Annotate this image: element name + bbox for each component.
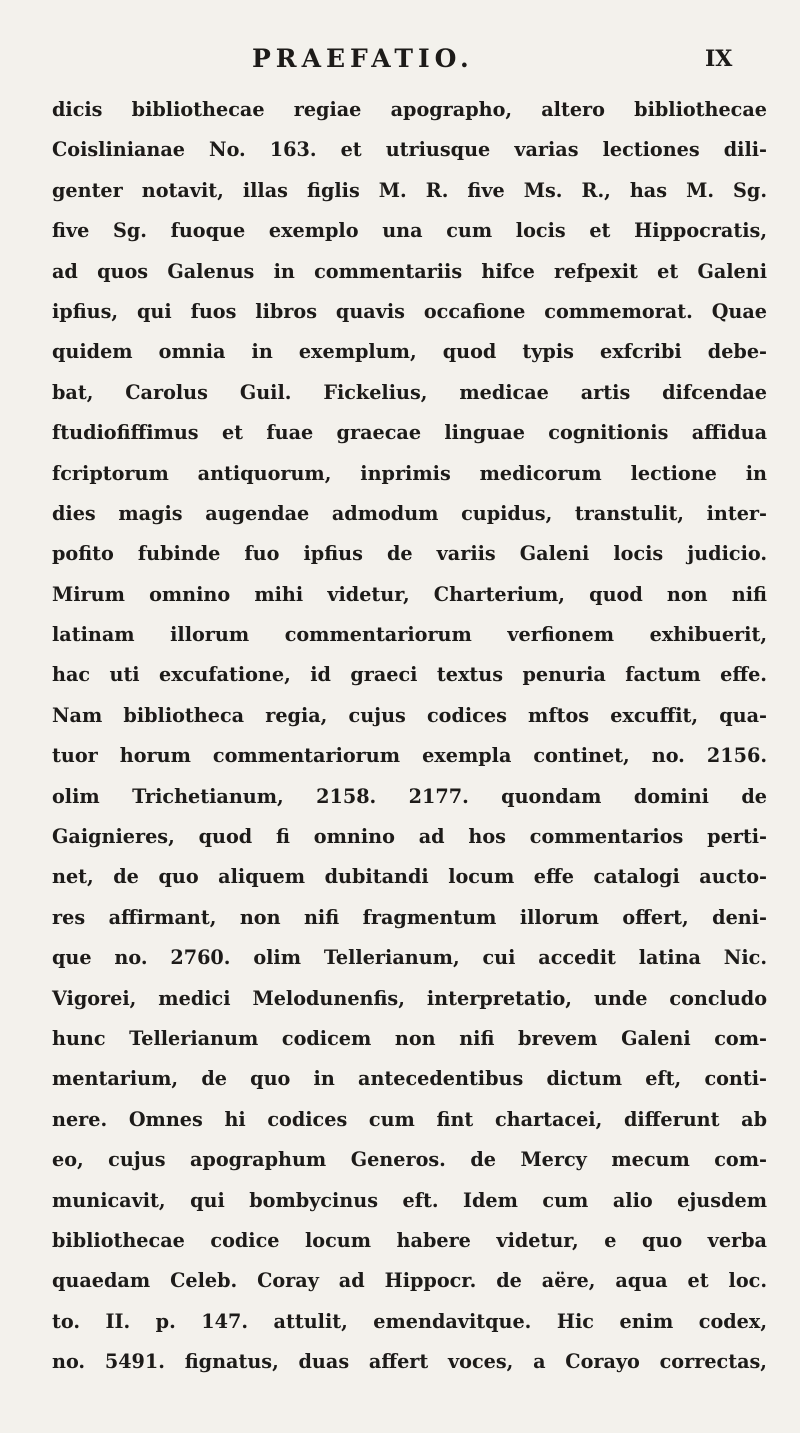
text-line: que no. 2760. olim Tellerianum, cui accedit latina Nic.	[52, 946, 767, 970]
text-line: Gaignieres, quod fi omnino ad hos commentarios perti-	[52, 825, 767, 849]
text-line: Vigorei, medici Melodunenfis, interpretatio, unde concludo	[52, 986, 767, 1010]
text-line: pofito fubinde fuo ipfius de variis Galeni locis judicio.	[52, 542, 767, 566]
text-line: quaedam Celeb. Coray ad Hippocr. de aëre, aqua et loc.	[52, 1269, 767, 1293]
text-line: no. 5491. fignatus, duas affert voces, a Corayo correctas,	[52, 1350, 767, 1374]
text-line: ftudiofiffimus et fuae graecae linguae cognitionis affidua	[52, 421, 767, 445]
text-line: ad quos Galenus in commentariis hifce refpexit et Galeni	[52, 259, 767, 283]
text-line: net, de quo aliquem dubitandi locum effe catalogi aucto-	[52, 865, 767, 889]
text-line: five Sg. fuoque exemplo una cum locis et Hippocratis,	[52, 219, 767, 243]
text-line: Mirum omnino mihi videtur, Charterium, quod non nifi	[52, 582, 767, 606]
running-head	[0, 42, 800, 76]
text-line: bat, Carolus Guil. Fickelius, medicae artis difcendae	[52, 380, 767, 404]
text-line: bibliothecae codice locum habere videtur, e quo verba	[52, 1228, 767, 1252]
text-line: Coislinianae No. 163. et utriusque varias lectiones dili-	[52, 138, 767, 162]
text-line: res affirmant, non nifi fragmentum illorum offert, deni-	[52, 905, 767, 929]
text-line: quidem omnia in exemplum, quod typis exfcribi debe-	[52, 340, 767, 364]
text-line: eo, cujus apographum Generos. de Mercy mecum com-	[52, 1148, 767, 1172]
text-line: mentarium, de quo in antecedentibus dictum eft, conti-	[52, 1067, 767, 1091]
text-line: hunc Tellerianum codicem non nifi brevem Galeni com-	[52, 1026, 767, 1050]
text-line: dies magis augendae admodum cupidus, transtulit, inter-	[52, 501, 767, 525]
text-line: to. II. p. 147. attulit, emendavitque. Hic enim codex,	[52, 1309, 767, 1333]
text-line: tuor horum commentariorum exempla continet, no. 2156.	[52, 744, 767, 768]
text-line: dicis bibliothecae regiae apographo, altero bibliothecae	[52, 98, 767, 121]
page-number: IX	[705, 46, 733, 72]
running-head-title: PRAEFATIO.	[252, 44, 474, 73]
text-line: municavit, qui bombycinus eft. Idem cum alio ejusdem	[52, 1188, 767, 1212]
text-line: fcriptorum antiquorum, inprimis medicorum lectione in	[52, 461, 767, 485]
text-line: olim Trichetianum, 2158. 2177. quondam domini de	[52, 784, 767, 808]
text-line: latinam illorum commentariorum verfionem exhibuerit,	[52, 623, 767, 647]
text-line: nere. Omnes hi codices cum fint chartacei, differunt ab	[52, 1107, 767, 1131]
text-line: ipfius, qui fuos libros quavis occafione commemorat. Quae	[52, 299, 767, 323]
body-text	[52, 90, 767, 1383]
text-line: genter notavit, illas figlis M. R. five Ms. R., has M. Sg.	[52, 178, 767, 202]
text-line: Nam bibliotheca regia, cujus codices mftos excuffit, qua-	[52, 703, 767, 727]
text-line: hac uti excufatione, id graeci textus penuria factum effe.	[52, 663, 767, 687]
